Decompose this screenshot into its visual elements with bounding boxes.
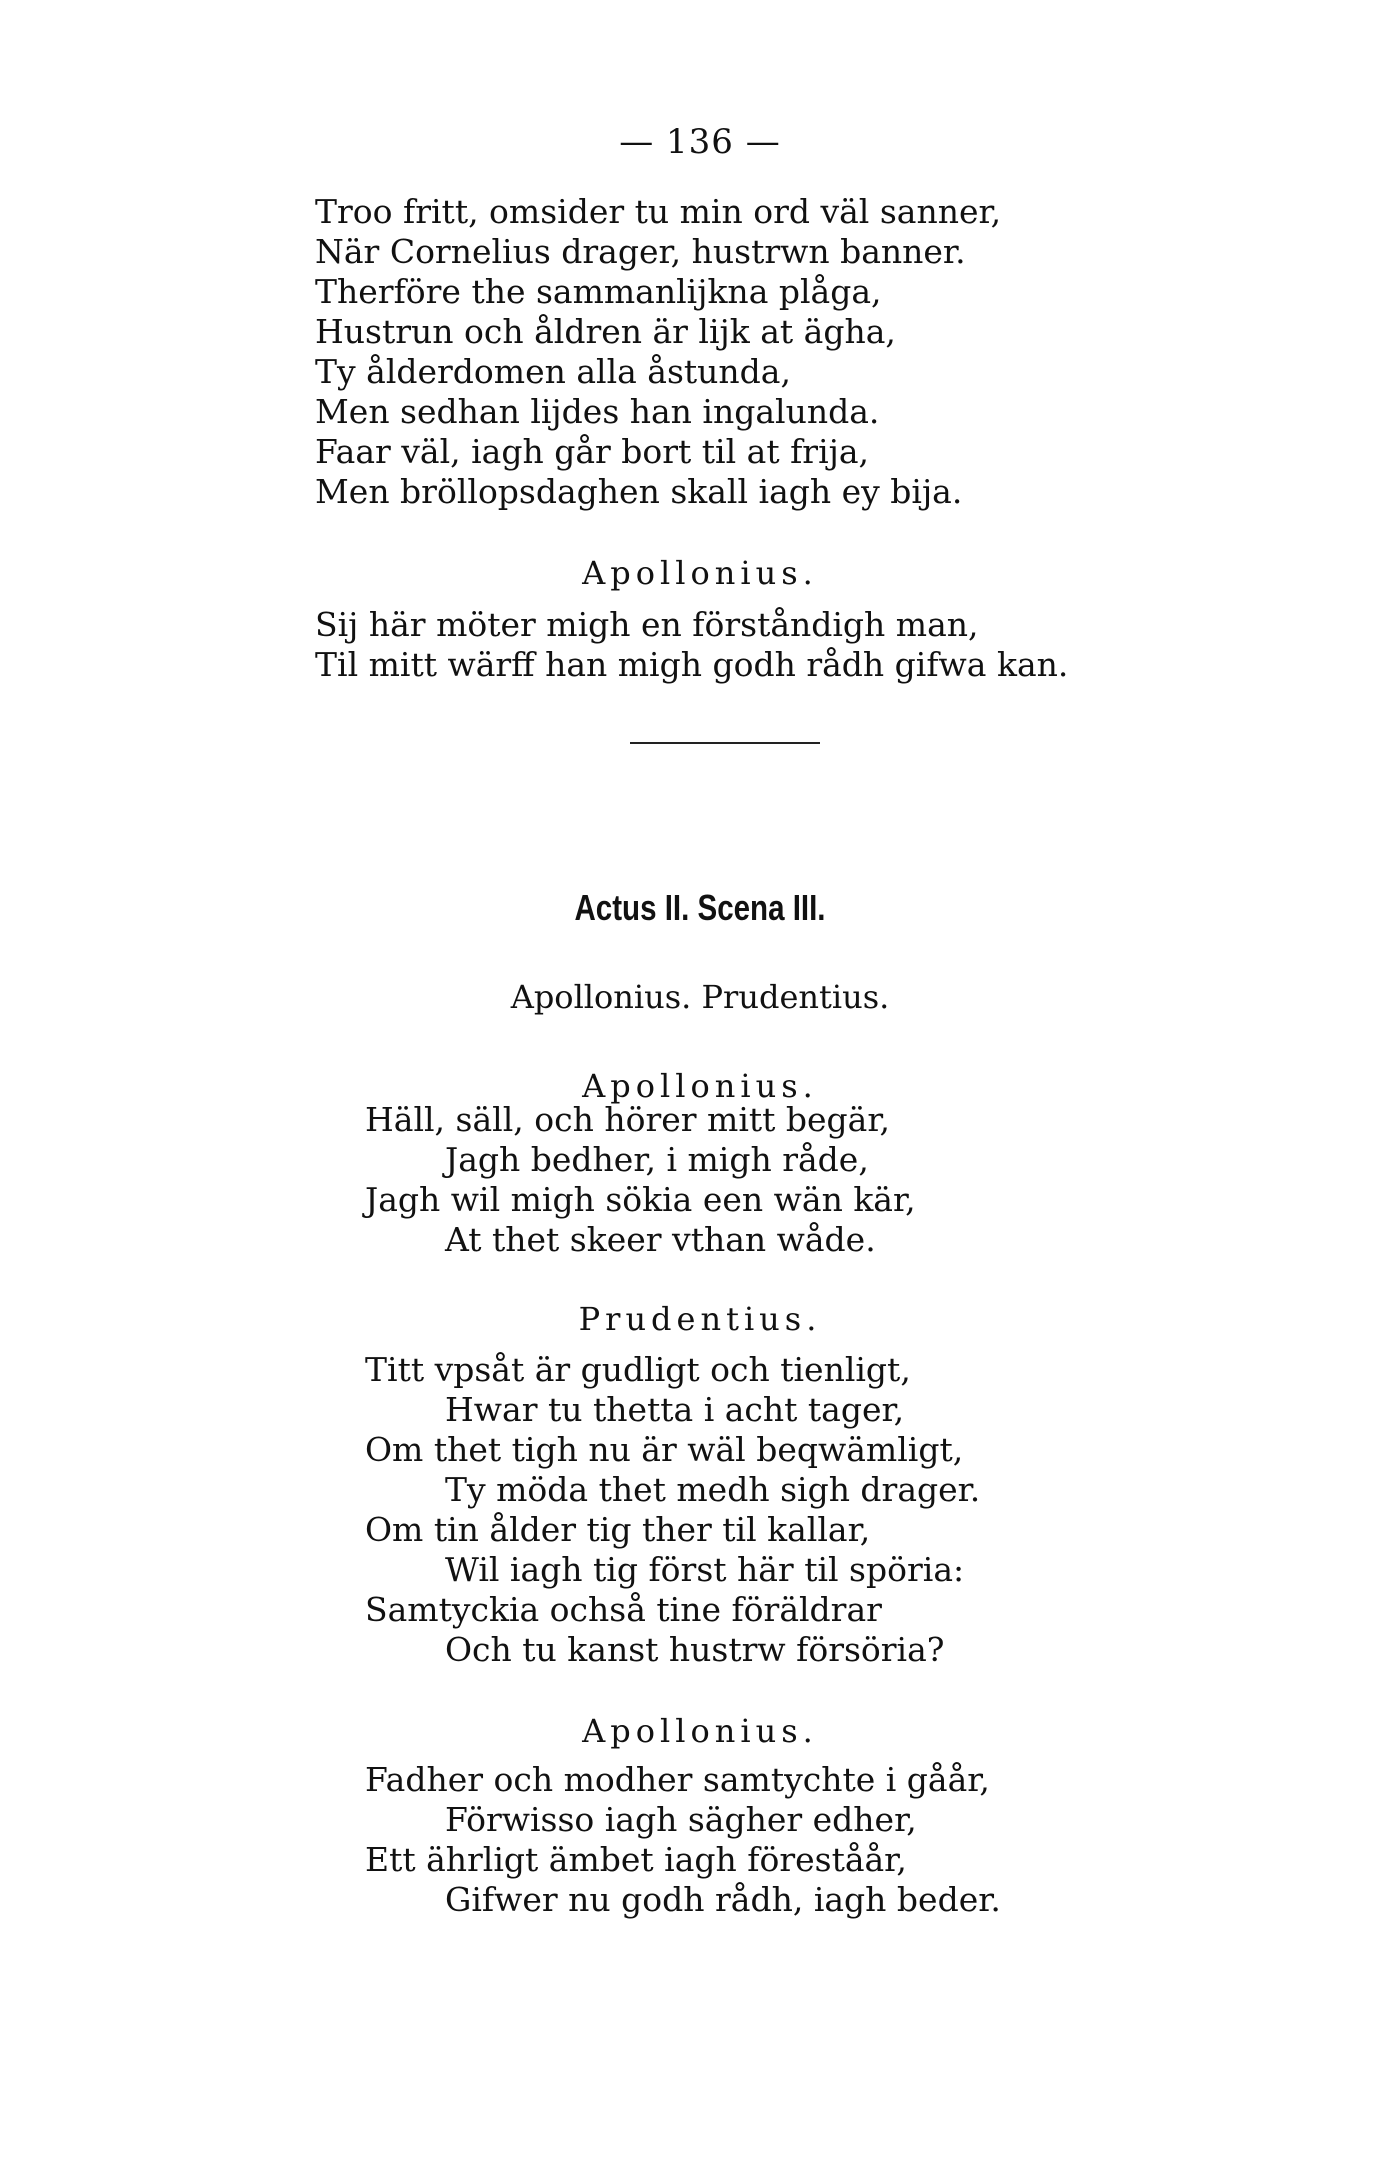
verse-block-2 — [315, 605, 1068, 685]
verse-line: Ty ålderdomen alla åstunda, — [315, 352, 791, 391]
speaker-name: Apollonius. — [582, 1712, 818, 1750]
verse-line: Wil iagh tig först här til spöria: — [445, 1550, 965, 1589]
speaker-name: Prudentius. — [578, 1300, 822, 1338]
verse-block-1 — [315, 192, 1001, 512]
verse-line: Jagh wil migh sökia een wän kär, — [365, 1180, 916, 1219]
verse-line: Om tin ålder tig ther til kallar, — [365, 1510, 871, 1549]
verse-line: Til mitt wärff han migh godh rådh gifwa kan. — [315, 645, 1069, 684]
cast-list: Apollonius. Prudentius. — [510, 978, 890, 1016]
verse-block-4 — [365, 1350, 980, 1670]
scene-title: Actus II. Scena III. — [574, 887, 826, 928]
verse-block-5 — [365, 1760, 1001, 1920]
verse-line: Ty möda thet medh sigh drager. — [445, 1470, 981, 1509]
verse-line: Men sedhan lijdes han ingalunda. — [315, 392, 880, 431]
verse-line: Jagh bedher, i migh råde, — [445, 1140, 869, 1179]
verse-line: När Cornelius drager, hustrwn banner. — [315, 232, 966, 271]
verse-line: Om thet tigh nu är wäl beqwämligt, — [365, 1430, 964, 1469]
verse-line: Samtyckia ochså tine föräldrar — [365, 1590, 882, 1629]
verse-line: Faar väl, iagh går bort til at frija, — [315, 432, 870, 471]
section-divider — [630, 742, 820, 744]
verse-line: Häll, säll, och hörer mitt begär, — [365, 1100, 890, 1139]
verse-line: Fadher och modher samtychte i gåår, — [365, 1760, 990, 1799]
verse-line: At thet skeer vthan wåde. — [445, 1220, 876, 1259]
verse-line: Hwar tu thetta i acht tager, — [445, 1390, 905, 1429]
verse-block-3 — [365, 1100, 916, 1260]
speaker-name: Apollonius. — [582, 554, 818, 592]
verse-line: Förwisso iagh sägher edher, — [445, 1800, 917, 1839]
verse-line: Ett ährligt ämbet iagh föreståår, — [365, 1840, 907, 1879]
verse-line: Titt vpsåt är gudligt och tienligt, — [365, 1350, 911, 1389]
page-number: — 136 — — [619, 122, 781, 162]
verse-line: Men bröllopsdaghen skall iagh ey bija. — [315, 472, 963, 511]
verse-line: Och tu kanst hustrw försöria? — [445, 1630, 945, 1669]
speaker-name: Apollonius. — [582, 1067, 818, 1105]
verse-line: Gifwer nu godh rådh, iagh beder. — [445, 1880, 1001, 1919]
verse-line: Troo fritt, omsider tu min ord väl sanner, — [315, 192, 1002, 231]
verse-line: Hustrun och åldren är lijk at ägha, — [315, 312, 896, 351]
verse-line: Sij här möter migh en förståndigh man, — [315, 605, 979, 644]
verse-line: Therföre the sammanlijkna plåga, — [315, 272, 882, 311]
